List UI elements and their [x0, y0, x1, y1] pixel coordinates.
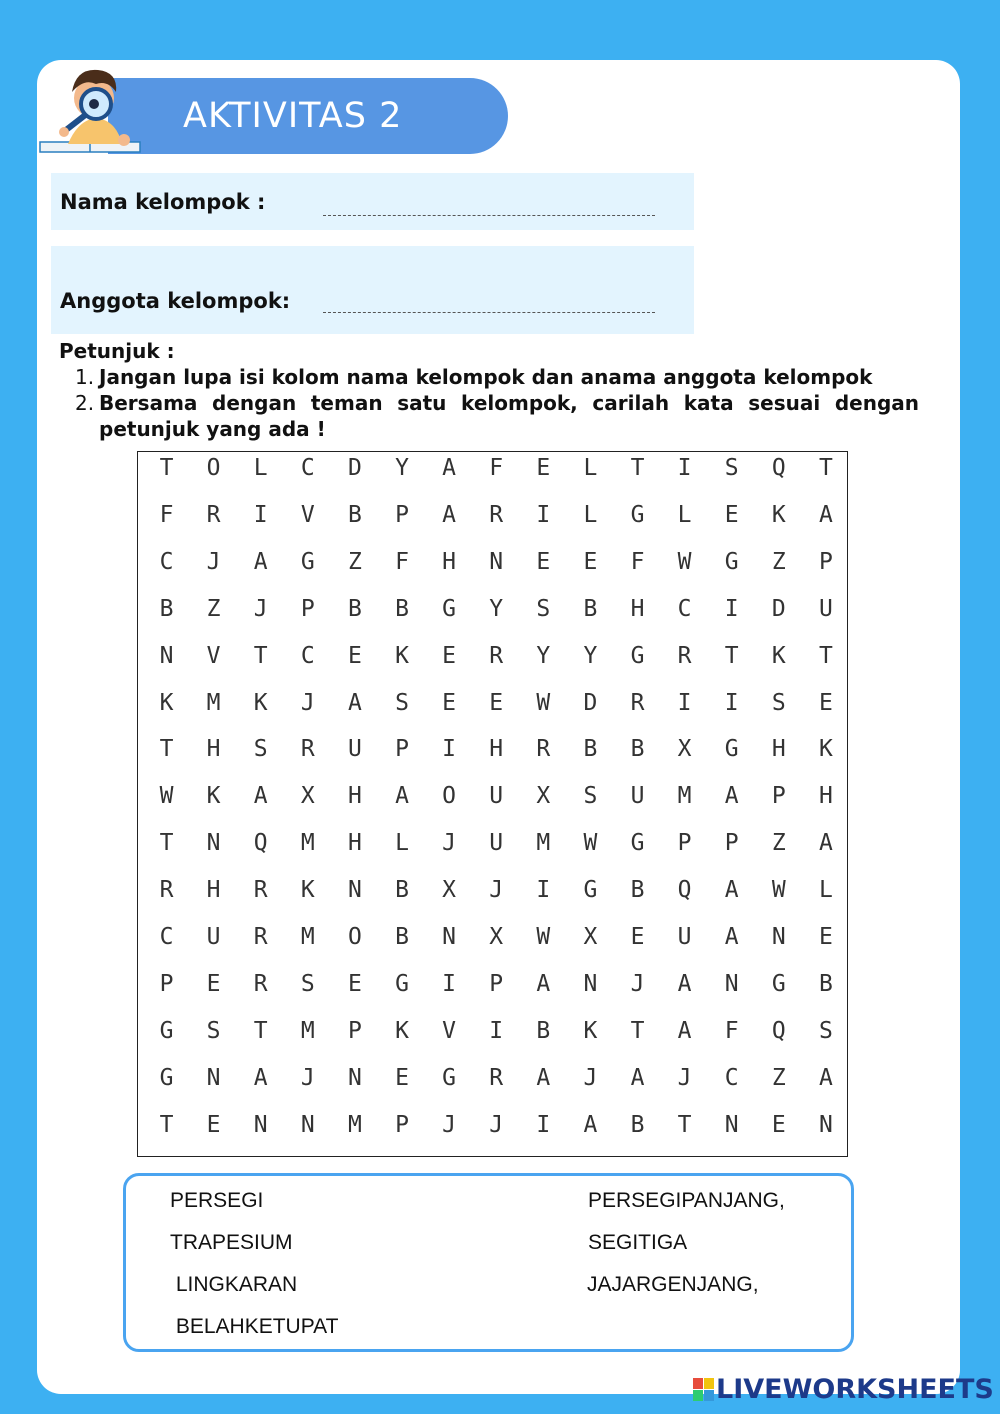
grid-letter[interactable]: X [489, 924, 504, 950]
grid-letter[interactable]: R [253, 924, 268, 950]
members-input-line[interactable] [323, 312, 655, 313]
grid-letter[interactable]: K [159, 689, 174, 716]
grid-letter[interactable]: B [395, 924, 409, 950]
grid-letter[interactable]: H [442, 548, 457, 575]
grid-letter[interactable]: Z [771, 830, 786, 857]
grid-letter[interactable]: P [818, 548, 833, 575]
instruction-number: 1. [75, 365, 95, 389]
grid-letter[interactable]: V [206, 642, 221, 669]
grid-letter[interactable]: G [771, 970, 786, 997]
grid-letter[interactable]: H [206, 736, 221, 763]
grid-letter[interactable]: K [300, 877, 315, 904]
grid-letter[interactable]: G [159, 1017, 174, 1044]
grid-letter[interactable]: R [536, 736, 551, 763]
grid-letter[interactable]: V [300, 501, 315, 528]
grid-letter[interactable]: G [630, 830, 645, 857]
grid-letter[interactable]: M [347, 1111, 362, 1138]
grid-letter[interactable]: J [253, 595, 268, 622]
grid-letter[interactable]: B [583, 736, 598, 763]
grid-letter[interactable]: D [771, 595, 786, 622]
grid-letter[interactable]: R [253, 970, 268, 997]
grid-letter[interactable]: E [724, 501, 739, 528]
grid-letter[interactable]: I [442, 970, 457, 997]
grid-letter[interactable]: L [677, 501, 692, 528]
grid-letter[interactable]: N [347, 1064, 362, 1091]
instructions-heading: Petunjuk : [59, 339, 175, 363]
activity-title: AKTIVITAS 2 [108, 78, 508, 154]
grid-letter[interactable]: G [630, 642, 645, 669]
grid-letter[interactable]: X [677, 736, 692, 763]
grid-letter[interactable]: Z [347, 548, 362, 575]
grid-letter[interactable]: Z [771, 1064, 786, 1091]
members-field[interactable] [51, 246, 694, 334]
grid-letter[interactable]: H [818, 783, 833, 810]
grid-letter[interactable]: U [630, 783, 645, 810]
grid-letter[interactable]: P [159, 970, 174, 997]
grid-letter[interactable]: Q [677, 877, 692, 904]
grid-letter[interactable]: G [395, 970, 409, 997]
grid-letter[interactable]: W [536, 924, 551, 950]
word-list-item: TRAPESIUM [170, 1231, 293, 1254]
grid-letter[interactable]: H [347, 830, 362, 857]
grid-letter[interactable]: A [253, 783, 268, 810]
grid-letter[interactable]: N [583, 970, 598, 997]
grid-letter[interactable]: F [489, 455, 504, 481]
grid-letter[interactable]: A [442, 501, 457, 528]
grid-letter[interactable]: S [771, 689, 786, 716]
grid-letter[interactable]: A [583, 1111, 598, 1138]
grid-letter[interactable]: I [536, 501, 551, 528]
grid-letter[interactable]: Q [253, 830, 268, 857]
grid-letter[interactable]: P [395, 501, 409, 528]
grid-letter[interactable]: I [536, 1111, 551, 1138]
grid-letter[interactable]: I [677, 455, 692, 481]
grid-letter[interactable]: P [300, 595, 315, 622]
grid-letter[interactable]: H [206, 877, 221, 904]
grid-letter[interactable]: P [395, 1111, 409, 1138]
grid-letter[interactable]: R [489, 642, 504, 669]
grid-letter[interactable]: U [206, 924, 221, 950]
grid-letter[interactable]: Y [489, 595, 504, 622]
grid-letter[interactable]: R [300, 736, 315, 763]
grid-letter[interactable]: B [536, 1017, 551, 1044]
grid-letter[interactable]: F [395, 548, 409, 575]
grid-letter[interactable]: E [442, 642, 457, 669]
grid-letter[interactable]: A [395, 783, 409, 810]
grid-letter[interactable]: N [159, 642, 174, 669]
grid-letter[interactable]: G [300, 548, 315, 575]
instruction-text: Jangan lupa isi kolom nama kelompok dan anama anggota kelompok [99, 365, 873, 389]
grid-letter[interactable]: T [630, 455, 645, 481]
grid-letter[interactable]: B [347, 595, 362, 622]
grid-letter[interactable]: P [347, 1017, 362, 1044]
grid-letter[interactable]: T [253, 642, 268, 669]
grid-letter[interactable]: N [818, 1111, 833, 1138]
grid-letter[interactable]: K [395, 1017, 409, 1044]
grid-letter[interactable]: B [395, 877, 409, 904]
grid-letter[interactable]: R [253, 877, 268, 904]
grid-letter[interactable]: N [724, 1111, 739, 1138]
grid-letter[interactable]: A [442, 455, 457, 481]
grid-letter[interactable]: R [489, 501, 504, 528]
grid-letter[interactable]: Y [395, 455, 409, 481]
grid-letter[interactable]: M [300, 924, 315, 950]
grid-letter[interactable]: U [347, 736, 362, 763]
members-label: Anggota kelompok: [60, 289, 291, 313]
grid-letter[interactable]: N [206, 1064, 221, 1091]
grid-letter[interactable]: N [253, 1111, 268, 1138]
grid-letter[interactable]: A [818, 1064, 833, 1091]
grid-letter[interactable]: T [159, 1111, 174, 1138]
grid-letter[interactable]: E [442, 689, 457, 716]
grid-letter[interactable]: Z [206, 595, 221, 622]
grid-letter[interactable]: N [347, 877, 362, 904]
grid-letter[interactable]: A [724, 877, 739, 904]
grid-letter[interactable]: N [489, 548, 504, 575]
grid-letter[interactable]: B [159, 595, 174, 622]
grid-letter[interactable]: A [253, 1064, 268, 1091]
grid-letter[interactable]: X [583, 924, 598, 950]
grid-letter[interactable]: A [677, 1017, 692, 1044]
grid-letter[interactable]: M [300, 830, 315, 857]
instruction-item [59, 364, 919, 390]
grid-letter[interactable]: J [489, 877, 504, 904]
grid-letter[interactable]: S [818, 1017, 833, 1044]
grid-letter[interactable]: O [206, 455, 221, 481]
grid-letter[interactable]: J [206, 548, 221, 575]
grid-letter[interactable]: N [771, 924, 786, 950]
grid-letter[interactable]: P [771, 783, 786, 810]
grid-letter[interactable]: R [159, 877, 174, 904]
word-list-item: SEGITIGA [588, 1231, 688, 1254]
grid-letter[interactable]: H [489, 736, 504, 763]
grid-letter[interactable]: S [724, 455, 739, 481]
grid-letter[interactable]: J [300, 689, 315, 716]
grid-letter[interactable]: H [347, 783, 362, 810]
grid-letter[interactable]: I [536, 877, 551, 904]
grid-letter[interactable]: P [489, 970, 504, 997]
student-magnifier-illustration [38, 60, 148, 156]
grid-letter[interactable]: G [724, 548, 739, 575]
word-list-item: PERSEGI [170, 1189, 264, 1212]
grid-letter[interactable]: O [442, 783, 457, 810]
grid-letter[interactable]: A [724, 783, 739, 810]
grid-letter[interactable]: G [442, 595, 457, 622]
grid-letter[interactable]: U [489, 783, 504, 810]
grid-letter[interactable]: E [347, 642, 362, 669]
group-name-label: Nama kelompok : [60, 190, 266, 214]
grid-letter[interactable]: W [677, 548, 692, 575]
grid-letter[interactable]: M [300, 1017, 315, 1044]
grid-letter[interactable]: T [630, 1017, 645, 1044]
grid-letter[interactable]: L [818, 877, 833, 904]
grid-letter[interactable]: E [771, 1111, 786, 1138]
grid-letter[interactable]: J [630, 970, 645, 997]
grid-letter[interactable]: A [630, 1064, 645, 1091]
grid-letter[interactable]: R [489, 1064, 504, 1091]
grid-letter[interactable]: S [583, 783, 598, 810]
grid-letter[interactable]: M [536, 830, 551, 857]
grid-letter[interactable]: C [300, 642, 315, 669]
grid-letter[interactable]: K [771, 642, 786, 669]
grid-letter[interactable]: B [630, 877, 645, 904]
grid-letter[interactable]: E [206, 970, 221, 997]
grid-letter[interactable]: O [347, 924, 362, 950]
grid-letter[interactable]: J [442, 830, 457, 857]
grid-letter[interactable]: S [536, 595, 551, 622]
group-name-field[interactable] [51, 173, 694, 230]
grid-letter[interactable]: J [677, 1064, 692, 1091]
grid-letter[interactable]: D [347, 455, 362, 481]
grid-letter[interactable]: K [206, 783, 221, 810]
grid-letter[interactable]: X [442, 877, 457, 904]
grid-letter[interactable]: H [630, 595, 645, 622]
grid-letter[interactable]: Z [771, 548, 786, 575]
instructions-list [59, 364, 919, 442]
grid-letter[interactable]: C [724, 1064, 739, 1091]
grid-letter[interactable]: T [253, 1017, 268, 1044]
grid-letter[interactable]: J [300, 1064, 315, 1091]
brand-wordmark: LIVEWORKSHEETS [716, 1374, 994, 1405]
grid-letter[interactable]: I [724, 595, 739, 622]
grid-letter[interactable]: P [677, 830, 692, 857]
grid-letter[interactable]: T [818, 642, 833, 669]
grid-letter[interactable]: A [536, 1064, 551, 1091]
grid-letter[interactable]: F [630, 548, 645, 575]
grid-letter[interactable]: T [677, 1111, 692, 1138]
grid-letter[interactable]: E [583, 548, 598, 575]
grid-letter[interactable]: C [159, 548, 174, 575]
grid-letter[interactable]: B [347, 501, 362, 528]
grid-letter[interactable]: F [159, 501, 174, 528]
grid-letter[interactable]: D [583, 689, 598, 716]
word-list-item: JAJARGENJANG, [587, 1273, 759, 1296]
grid-letter[interactable]: H [771, 736, 786, 763]
grid-letter[interactable]: Y [536, 642, 551, 669]
grid-letter[interactable]: W [771, 877, 786, 904]
grid-letter[interactable]: B [818, 970, 833, 997]
grid-letter[interactable]: C [300, 455, 315, 481]
grid-letter[interactable]: W [159, 783, 174, 810]
grid-letter[interactable]: E [206, 1111, 221, 1138]
grid-letter[interactable]: B [630, 1111, 645, 1138]
grid-letter[interactable]: J [442, 1111, 457, 1138]
grid-letter[interactable]: N [206, 830, 221, 857]
grid-letter[interactable]: I [253, 501, 268, 528]
grid-letter[interactable]: A [253, 548, 268, 575]
grid-letter[interactable]: P [724, 830, 739, 857]
grid-letter[interactable]: W [536, 689, 551, 716]
grid-letter[interactable]: A [818, 501, 833, 528]
grid-letter[interactable]: K [583, 1017, 598, 1044]
grid-letter[interactable]: S [395, 689, 409, 716]
grid-letter[interactable]: V [442, 1017, 457, 1044]
grid-letter[interactable]: I [442, 736, 457, 763]
grid-letter[interactable]: N [300, 1111, 315, 1138]
liveworksheets-logo-icon [693, 1378, 715, 1402]
grid-letter[interactable]: S [300, 970, 315, 997]
grid-letter[interactable]: K [771, 501, 786, 528]
grid-letter[interactable]: R [206, 501, 221, 528]
grid-letter[interactable]: W [583, 830, 598, 857]
grid-letter[interactable]: U [818, 595, 833, 622]
word-list-box [123, 1173, 854, 1352]
grid-letter[interactable]: G [442, 1064, 457, 1091]
grid-letter[interactable]: C [677, 595, 692, 622]
grid-letter[interactable]: K [818, 736, 833, 763]
grid-letter[interactable]: E [536, 455, 551, 481]
grid-letter[interactable]: N [442, 924, 457, 950]
grid-letter[interactable]: L [395, 830, 409, 857]
grid-letter[interactable]: S [253, 736, 268, 763]
grid-letter[interactable]: L [583, 501, 598, 528]
grid-letter[interactable]: E [395, 1064, 409, 1091]
instruction-number: 2. [75, 391, 95, 415]
word-list-item: BELAHKETUPAT [170, 1315, 339, 1338]
grid-letter[interactable]: G [159, 1064, 174, 1091]
grid-letter[interactable]: R [677, 642, 692, 669]
grid-letter[interactable]: E [818, 924, 833, 950]
instructions [59, 338, 919, 442]
grid-letter[interactable]: N [724, 970, 739, 997]
grid-letter[interactable]: K [253, 689, 268, 716]
grid-letter[interactable]: Q [771, 455, 786, 481]
grid-letter[interactable]: I [677, 689, 692, 716]
grid-letter[interactable]: A [724, 924, 739, 950]
grid-letter[interactable]: T [818, 455, 833, 481]
grid-letter[interactable]: E [536, 548, 551, 575]
grid-letter[interactable]: K [395, 642, 409, 669]
grid-letter[interactable]: E [630, 924, 645, 950]
grid-letter[interactable]: A [536, 970, 551, 997]
word-list-item: LINGKARAN [170, 1273, 298, 1296]
grid-letter[interactable]: L [253, 455, 268, 481]
grid-letter[interactable]: X [536, 783, 551, 810]
grid-letter[interactable]: C [159, 924, 174, 950]
grid-letter[interactable]: T [159, 830, 174, 857]
grid-letter[interactable]: M [206, 689, 221, 716]
group-name-input-line[interactable] [323, 215, 655, 216]
grid-letter[interactable]: L [583, 455, 598, 481]
grid-letter[interactable]: E [818, 689, 833, 716]
grid-letter[interactable]: G [724, 736, 739, 763]
grid-letter[interactable]: A [818, 830, 833, 857]
grid-letter[interactable]: I [724, 689, 739, 716]
grid-letter[interactable]: T [724, 642, 739, 669]
grid-letter[interactable]: Y [583, 642, 598, 669]
grid-letter[interactable]: F [724, 1017, 739, 1044]
grid-letter[interactable]: J [489, 1111, 504, 1138]
instruction-text: Bersama dengan teman satu kelompok, carilah kata sesuai dengan petunjuk yang ada ! [99, 391, 919, 441]
grid-letter[interactable]: G [630, 501, 645, 528]
grid-letter[interactable]: A [677, 970, 692, 997]
grid-letter[interactable]: Q [771, 1017, 786, 1044]
grid-letter[interactable]: B [395, 595, 409, 622]
grid-letter[interactable]: P [395, 736, 409, 763]
grid-letter[interactable]: T [159, 736, 174, 763]
grid-letter[interactable]: R [630, 689, 645, 716]
grid-letter[interactable]: E [489, 689, 504, 716]
grid-letter[interactable]: B [583, 595, 598, 622]
instruction-item [59, 390, 919, 442]
grid-letter[interactable]: U [489, 830, 504, 857]
grid-letter[interactable]: J [583, 1064, 598, 1091]
grid-letter[interactable]: I [489, 1017, 504, 1044]
grid-letter[interactable]: E [347, 970, 362, 997]
grid-letter[interactable]: G [583, 877, 598, 904]
grid-letter[interactable]: A [347, 689, 362, 716]
grid-letter[interactable]: S [206, 1017, 221, 1044]
grid-letter[interactable]: X [300, 783, 315, 810]
grid-letter[interactable]: B [630, 736, 645, 763]
grid-letter[interactable]: U [677, 924, 692, 950]
grid-letter[interactable]: T [159, 455, 174, 481]
grid-letter[interactable]: M [677, 783, 692, 810]
word-list-item: PERSEGIPANJANG, [588, 1189, 785, 1212]
word-search-grid[interactable] [137, 451, 848, 1157]
